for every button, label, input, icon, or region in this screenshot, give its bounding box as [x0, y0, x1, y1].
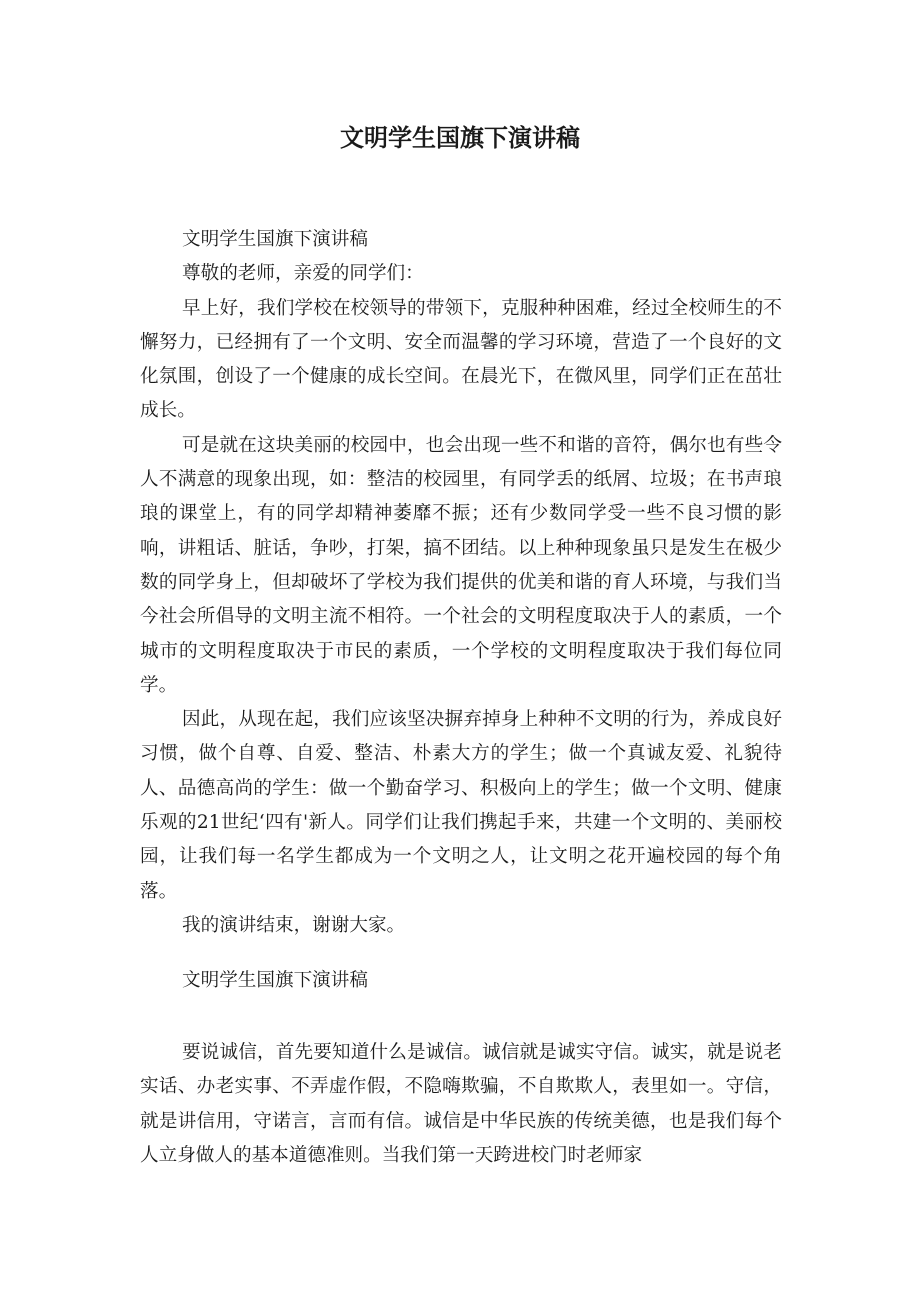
- speech-section-2: [140, 1036, 782, 1173]
- salutation: 尊敬的老师，亲爱的同学们：: [182, 263, 424, 285]
- section-heading: 文明学生国旗下演讲稿: [182, 229, 368, 250]
- paragraph: 早上好，我们学校在校领导的带领下，克服种种困难，经过全校师生的不懈努力，已经拥有了一个文明、安全而温馨的学习环境，营造了一个良好的文化氛围，创设了一个健康的成长空间。在晨光下，在微风里，同学们正在茁壮成长。: [140, 297, 782, 422]
- speech-section-2-heading-block: [140, 964, 782, 998]
- paragraph: 要说诚信，首先要知道什么是诚信。诚信就是诚实守信。诚实，就是说老实话、办老实事、不弄虚作假，不隐嗨欺骗，不自欺欺人，表里如一。守信，就是讲信用，守诺言，言而有信。诚信是中华民族的传统美德，也是我们每个人立身做人的基本道德准则。当我们第一天跨进校门时老师家: [140, 1042, 782, 1166]
- section-heading: 文明学生国旗下演讲稿: [182, 970, 368, 991]
- page-title: 文明学生国旗下演讲稿: [340, 124, 580, 152]
- paragraph: 可是就在这块美丽的校园中，也会出现一些不和谐的音符，偶尔也有些令人不满意的现象出现，如：整洁的校园里，有同学丢的纸屑、垃圾；在书声琅琅的课堂上，有的同学却精神萎靡不振；还有少数同学受一些不良习惯的影响，讲粗话、脏话，争吵，打架，搞不团结。以上种种现象虽只是发生在极少数的同学身上，但却破坏了学校为我们提供的优美和谐的育人环境，与我们当今社会所倡导的文明主流不相符。一个社会的文明程度取决于人的素质，一个城市的文明程度取决于市民的素质，一个学校的文明程度取决于我们每位同学。: [140, 434, 782, 696]
- closing-line: 我的演讲结束，谢谢大家。: [182, 914, 406, 936]
- speech-section-1: [140, 223, 782, 943]
- paragraph: 因此，从现在起，我们应该坚决摒弃掉身上种种不文明的行为，养成良好习惯，做个自尊、自爱、整洁、朴素大方的学生；做一个真诚友爱、礼貌待人、品德高尚的学生：做一个勤奋学习、积极向上的学生；做一个文明、健康乐观的21世纪‘四有'新人。同学们让我们携起手来，共建一个文明的、美丽校园，让我们每一名学生都成为一个文明之人，让文明之花开遍校园的每个角落。: [140, 709, 782, 902]
